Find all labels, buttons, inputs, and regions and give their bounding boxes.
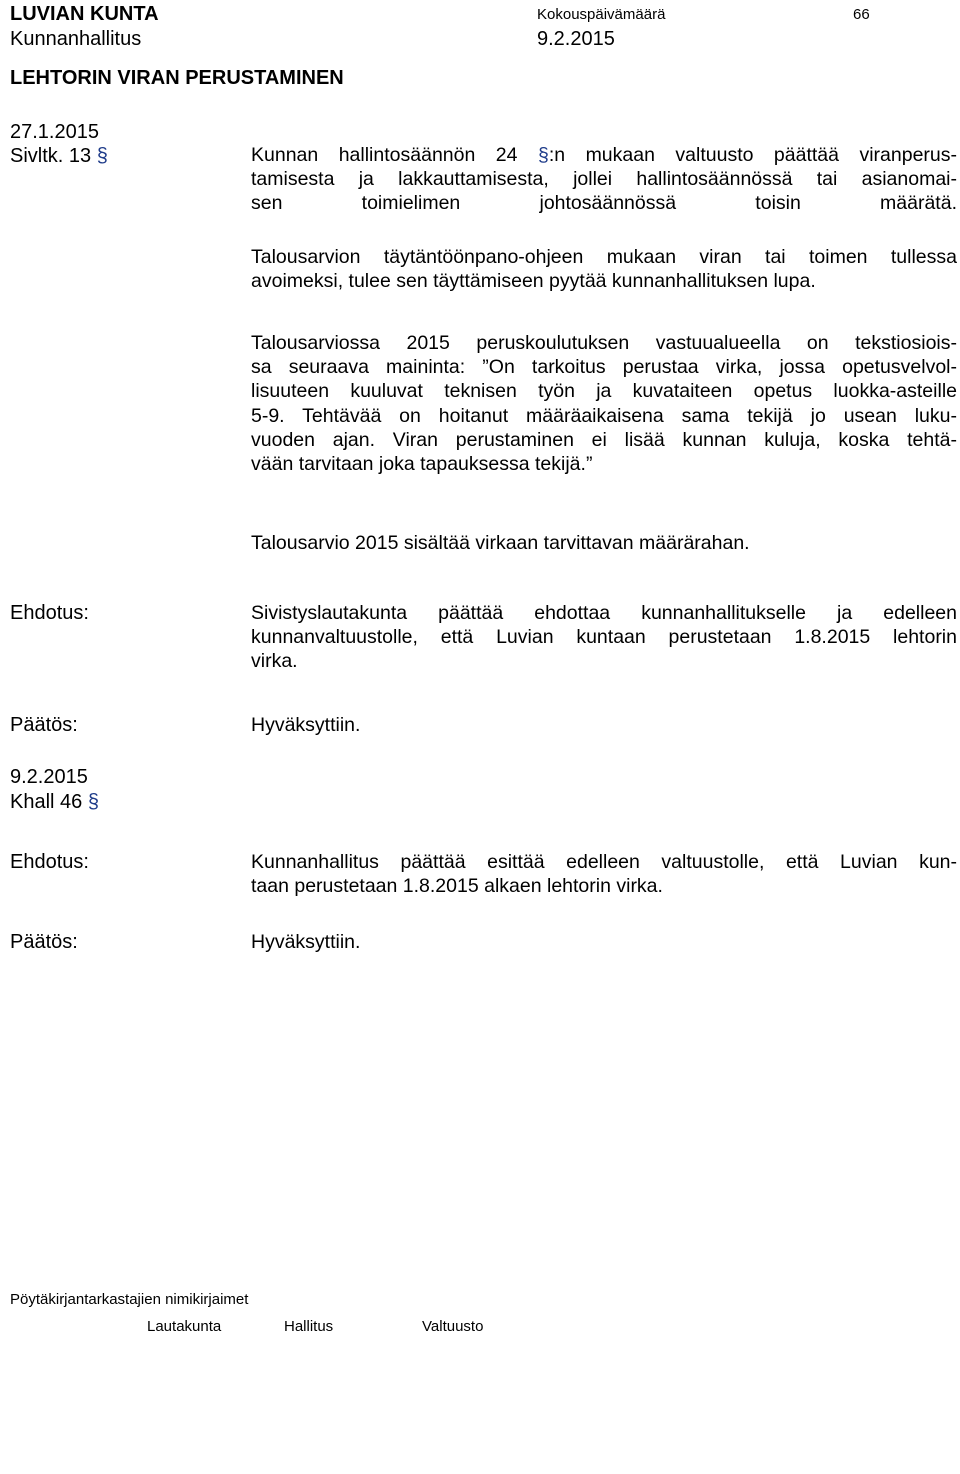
sivltk-ref-text: Sivltk. 13 xyxy=(10,145,92,167)
text-line: sen toimielimen johtosäännössä toisin määrätä. xyxy=(251,192,957,215)
text-line: Talousarviossa 2015 peruskoulutuksen vastuualueella on tekstiosiois- xyxy=(251,332,957,354)
text-line: virka. xyxy=(251,650,298,673)
signatures-label: Pöytäkirjantarkastajien nimikirjaimet xyxy=(10,1291,249,1308)
sivltk-paragraph-2 xyxy=(251,245,957,293)
text-line: Sivistyslautakunta päättää ehdottaa kunnanhallitukselle ja edelleen xyxy=(251,602,957,624)
text-line: avoimeksi, tulee sen täyttämiseen pyytää kunnanhallituksen lupa. xyxy=(251,270,816,293)
footer-col-hallitus: Hallitus xyxy=(284,1318,334,1335)
sivltk-decision-text xyxy=(251,713,957,737)
khall-decision-text xyxy=(251,930,957,954)
text-line: kunnanvaltuustolle, että Luvian kuntaan perustetaan 1.8.2015 lehtorin xyxy=(251,626,957,649)
section-symbol: § xyxy=(96,145,108,167)
text-line: Hyväksyttiin. xyxy=(251,931,361,953)
sivltk-paragraph-1 xyxy=(251,143,957,216)
footer-col-lautakunta: Lautakunta xyxy=(147,1318,222,1335)
khall-proposal-text xyxy=(251,850,957,898)
section-symbol: § xyxy=(87,791,99,813)
sivltk-decision-label: Päätös: xyxy=(10,714,78,736)
footer-col-valtuusto: Valtuusto xyxy=(422,1318,484,1335)
text-line: 5-9. Tehtävää on hoitanut määräaikaisena sama tekijä jo usean luku- xyxy=(251,404,957,427)
text-line: vään tarvitaan joka tapauksessa tekijä.” xyxy=(251,453,593,476)
sivltk-paragraph-4 xyxy=(251,531,957,555)
text-line: Talousarvion täytäntöönpano-ohjeen mukaan viran tai toimen tullessa xyxy=(251,246,957,268)
sivltk-reference xyxy=(10,144,108,168)
khall-reference xyxy=(10,790,99,814)
text-line: lisuuteen kuuluvat teknisen työn ja kuvataiteen opetus luokka-asteille xyxy=(251,380,957,403)
khall-ref-text: Khall 46 xyxy=(10,791,83,813)
meeting-date-label: Kokouspäivämäärä xyxy=(537,6,666,23)
khall-date: 9.2.2015 xyxy=(10,766,88,788)
text-line: Hyväksyttiin. xyxy=(251,714,361,736)
text-line: sa seuraava maininta: ”On tarkoitus perustaa virka, jossa opetusvelvol- xyxy=(251,356,957,379)
page-number: 66 xyxy=(853,6,870,23)
text-line: Kunnanhallitus päättää esittää edelleen valtuustolle, että Luvian kun- xyxy=(251,851,957,873)
khall-proposal-label: Ehdotus: xyxy=(10,851,89,873)
document-title: LEHTORIN VIRAN PERUSTAMINEN xyxy=(10,67,344,89)
text-line: taan perustetaan 1.8.2015 alkaen lehtorin virka. xyxy=(251,875,663,898)
text-line: Talousarvio 2015 sisältää virkaan tarvittavan määrärahan. xyxy=(251,532,750,554)
sivltk-paragraph-3 xyxy=(251,331,957,476)
text-line: tamisesta ja lakkauttamisesta, jollei hallintosäännössä tai asianomai- xyxy=(251,168,957,191)
meeting-date: 9.2.2015 xyxy=(537,28,615,50)
municipality-name: LUVIAN KUNTA xyxy=(10,3,159,25)
sivltk-proposal-label: Ehdotus: xyxy=(10,602,89,624)
sivltk-proposal-text xyxy=(251,601,957,674)
text-line: Kunnan hallintosäännön 24 §:n mukaan valtuusto päättää viranperus- xyxy=(251,144,958,166)
governing-body: Kunnanhallitus xyxy=(10,28,142,50)
text-line: vuoden ajan. Viran perustaminen ei lisää kunnan kuluja, koska tehtä- xyxy=(251,428,957,451)
khall-decision-label: Päätös: xyxy=(10,931,78,953)
sivltk-date: 27.1.2015 xyxy=(10,121,99,143)
